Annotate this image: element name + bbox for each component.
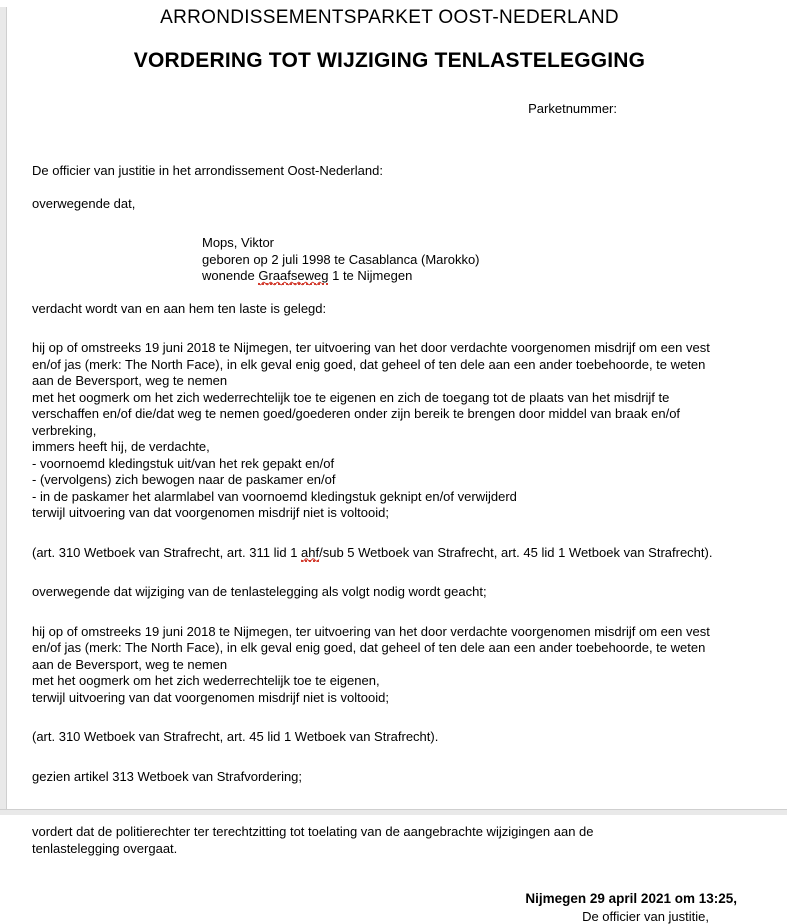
suspect-address: [202, 268, 747, 285]
spacer: [32, 522, 747, 538]
signature-place-date: Nijmegen 29 april 2021 om 13:25,: [525, 891, 737, 906]
spacer: [32, 601, 747, 617]
charge-original-line: verschaffen en/of die/dat weg te nemen goed/goederen onder zijn bereik te brengen door middel van braak en/of: [32, 406, 681, 421]
spacer: [32, 228, 747, 235]
articles-original: [32, 545, 747, 562]
address-street-spellcheck: Graafseweg: [258, 268, 329, 283]
document-content: [0, 7, 787, 924]
spacer: [32, 785, 747, 801]
charge-original-line: terwijl uitvoering van dat voorgenomen misdrijf niet is voltooid;: [32, 505, 389, 520]
spacer: [32, 212, 747, 228]
charge-amended-line: terwijl uitvoering van dat voorgenomen misdrijf niet is voltooid;: [32, 689, 389, 705]
articles-original-after: /sub 5 Wetboek van Strafrecht, art. 45 lid 1 Wetboek van Strafrecht).: [319, 544, 713, 560]
articles-original-spellcheck: ahf: [301, 544, 320, 560]
charge-amended-line: hij op of omstreeks 19 juni 2018 te Nijmegen, ter uitvoering van het door verdachte voorgenomen misdrijf om een vest: [32, 623, 710, 639]
charge-intro: verdacht wordt van en aan hem ten laste is gelegd:: [32, 300, 327, 316]
address-prefix: wonende: [202, 268, 259, 283]
spacer: [32, 116, 747, 163]
charge-original-line: verbreking,: [32, 422, 97, 438]
spacer: [32, 577, 747, 584]
spacer: [32, 746, 747, 762]
charge-original-line: immers heeft hij, de verdachte,: [32, 439, 210, 454]
spacer: [32, 285, 747, 301]
spacer: [32, 333, 747, 340]
charge-original-line: - voornoemd kledingstuk uit/van het rek gepakt en/of: [32, 455, 335, 471]
considering-line-2: overwegende dat wijziging van de tenlastelegging als volgt nodig wordt geacht;: [32, 584, 487, 599]
request-line: tenlastelegging overgaat.: [32, 840, 178, 856]
spacer: [32, 762, 747, 769]
spacer: [32, 180, 747, 196]
suspect-details: [202, 235, 747, 285]
charge-original-line: - in de paskamer het alarmlabel van voornoemd kledingstuk geknipt en/of verwijderd: [32, 488, 517, 504]
address-suffix: 1 te Nijmegen: [328, 268, 413, 283]
suspect-birth: geboren op 2 juli 1998 te Casablanca (Marokko): [202, 251, 480, 267]
articles-amended: (art. 310 Wetboek van Strafrecht, art. 45 lid 1 Wetboek van Strafrecht).: [32, 729, 439, 744]
charge-amended-line: en/of jas (merk: The North Face), in elk geval enig goed, dat geheel of ten dele aan een ander toebehoorde, te weten: [32, 640, 706, 655]
spacer: [32, 722, 747, 729]
organisation-title: ARRONDISSEMENTSPARKET OOST-NEDERLAND: [160, 7, 619, 28]
articles-original-before: (art. 310 Wetboek van Strafrecht, art. 311 lid 1: [32, 544, 302, 560]
spacer: [32, 801, 747, 817]
charge-original-line: en/of jas (merk: The North Face), in elk geval enig goed, dat geheel of ten dele aan een ander toebehoorde, te weten: [32, 356, 706, 372]
spacer: [32, 538, 747, 545]
spacer: [32, 617, 747, 624]
suspect-name: Mops, Viktor: [202, 235, 275, 250]
charge-original-line: met het oogmerk om het zich wederrechtelijk toe te eigenen en zich de toegang tot de plaats van het misdrijf te: [32, 389, 670, 405]
spacer: [32, 706, 747, 722]
document-body: [32, 163, 747, 857]
intro-line: De officier van justitie in het arrondissement Oost-Nederland:: [32, 163, 383, 178]
signature-role: De officier van justitie,: [582, 909, 709, 924]
charge-original-line: aan de Beversport, weg te nemen: [32, 373, 228, 388]
considering-line-1: overwegende dat,: [32, 195, 136, 211]
charge-amended-line: aan de Beversport, weg te nemen: [32, 656, 228, 672]
spacer: [32, 817, 747, 824]
page-title: VORDERING TOT WIJZIGING TENLASTELEGGING: [133, 49, 646, 72]
document-page: [0, 7, 787, 924]
charge-amended-line: met het oogmerk om het zich wederrechtelijk toe te eigenen,: [32, 673, 380, 688]
request-line: vordert dat de politierechter ter terechtzitting tot toelating van de aangebrachte wijzigingen aan de: [32, 824, 594, 839]
spacer: [32, 317, 747, 333]
charge-original-line: - (vervolgens) zich bewogen naar de paskamer en/of: [32, 472, 336, 487]
spacer: [32, 561, 747, 577]
charge-original-line: hij op of omstreeks 19 juni 2018 te Nijmegen, ter uitvoering van het door verdachte voorgenomen misdrijf om een vest: [32, 340, 710, 355]
seen-article-line: gezien artikel 313 Wetboek van Strafvordering;: [32, 768, 303, 784]
case-number-label: Parketnummer:: [528, 101, 617, 116]
